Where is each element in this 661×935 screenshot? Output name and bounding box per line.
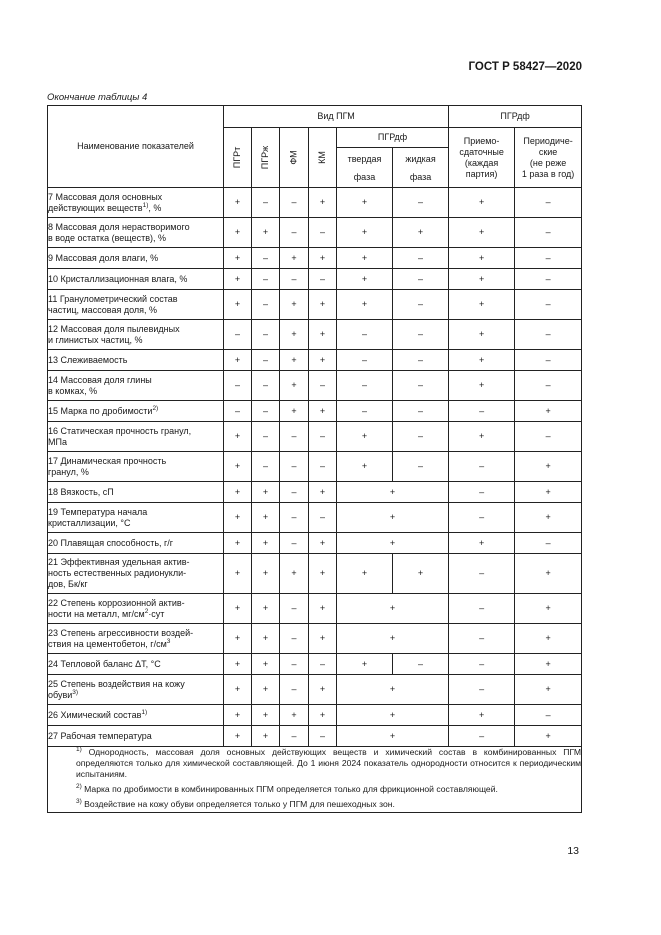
col-header-pgrzh: ПГРж bbox=[252, 128, 280, 188]
row-label: 21 Эффективная удельная актив- ность естественных радионукли- дов, Бк/кг bbox=[48, 554, 224, 594]
value-cell: + bbox=[337, 452, 393, 482]
table-row bbox=[48, 554, 582, 594]
value-cell: + bbox=[252, 624, 280, 654]
value-cell: + bbox=[224, 533, 252, 554]
row-label: 16 Статическая прочность гранул, МПа bbox=[48, 422, 224, 452]
col-header-name: Наименование показателей bbox=[48, 106, 224, 188]
value-cell: + bbox=[252, 675, 280, 705]
value-cell: + bbox=[449, 705, 515, 726]
col-header-periodic: Периодиче- ские (не реже 1 раза в год) bbox=[515, 128, 582, 188]
value-cell: + bbox=[309, 675, 337, 705]
row-label: 27 Рабочая температура bbox=[48, 726, 224, 747]
value-cell: – bbox=[449, 452, 515, 482]
value-cell: + bbox=[224, 726, 252, 747]
table-row bbox=[48, 350, 582, 371]
group-header-pgrdf: ПГРдф bbox=[449, 106, 582, 128]
table-row bbox=[48, 320, 582, 350]
value-cell: + bbox=[449, 422, 515, 452]
value-cell: – bbox=[280, 452, 309, 482]
value-cell: + bbox=[224, 218, 252, 248]
col-header-pgrt: ПГРт bbox=[224, 128, 252, 188]
value-cell: + bbox=[449, 533, 515, 554]
value-cell: – bbox=[515, 320, 582, 350]
value-cell: – bbox=[252, 401, 280, 422]
value-cell: – bbox=[515, 248, 582, 269]
value-cell: + bbox=[515, 554, 582, 594]
value-cell: + bbox=[337, 533, 449, 554]
value-cell: + bbox=[515, 401, 582, 422]
table-row bbox=[48, 624, 582, 654]
value-cell: + bbox=[309, 248, 337, 269]
value-cell: – bbox=[309, 371, 337, 401]
table-row bbox=[48, 594, 582, 624]
value-cell: + bbox=[337, 726, 449, 747]
value-cell: – bbox=[515, 422, 582, 452]
value-cell: – bbox=[393, 654, 449, 675]
value-cell: – bbox=[337, 320, 393, 350]
value-cell: + bbox=[280, 371, 309, 401]
value-cell: – bbox=[252, 320, 280, 350]
col-header-liquid-phase: жидкая фаза bbox=[393, 148, 449, 188]
value-cell: + bbox=[280, 290, 309, 320]
value-cell: – bbox=[515, 350, 582, 371]
table-row bbox=[48, 218, 582, 248]
value-cell: + bbox=[337, 503, 449, 533]
value-cell: – bbox=[449, 654, 515, 675]
value-cell: – bbox=[393, 248, 449, 269]
row-label: 26 Химический состав$^{1)}$ bbox=[48, 705, 224, 726]
value-cell: + bbox=[309, 624, 337, 654]
table-row bbox=[48, 533, 582, 554]
table-caption: Окончание таблицы 4 bbox=[47, 92, 148, 103]
value-cell: + bbox=[252, 218, 280, 248]
value-cell: + bbox=[252, 654, 280, 675]
table-row bbox=[48, 675, 582, 705]
value-cell: – bbox=[280, 503, 309, 533]
value-cell: + bbox=[280, 554, 309, 594]
value-cell: + bbox=[309, 554, 337, 594]
value-cell: + bbox=[337, 624, 449, 654]
table-row bbox=[48, 654, 582, 675]
value-cell: + bbox=[252, 554, 280, 594]
value-cell: – bbox=[280, 482, 309, 503]
value-cell: – bbox=[224, 371, 252, 401]
value-cell: + bbox=[252, 705, 280, 726]
value-cell: – bbox=[252, 452, 280, 482]
value-cell: – bbox=[280, 218, 309, 248]
row-label: 23 Степень агрессивности воздей- ствия на цементобетон, $г/см^3$ bbox=[48, 624, 224, 654]
value-cell: – bbox=[280, 422, 309, 452]
value-cell: – bbox=[515, 705, 582, 726]
row-label: 17 Динамическая прочность гранул, % bbox=[48, 452, 224, 482]
footnote-3: $^{3)}$ Воздействие на кожу обуви определяется только у ПГМ для пешеходных зон. bbox=[76, 798, 395, 809]
value-cell: + bbox=[309, 320, 337, 350]
value-cell: + bbox=[449, 218, 515, 248]
value-cell: – bbox=[515, 290, 582, 320]
value-cell: + bbox=[309, 401, 337, 422]
row-label: 18 Вязкость, сП bbox=[48, 482, 224, 503]
value-cell: – bbox=[280, 533, 309, 554]
table-row bbox=[48, 290, 582, 320]
value-cell: + bbox=[449, 269, 515, 290]
value-cell: + bbox=[337, 188, 393, 218]
value-cell: + bbox=[337, 675, 449, 705]
value-cell: + bbox=[280, 350, 309, 371]
table-row bbox=[48, 269, 582, 290]
value-cell: – bbox=[252, 422, 280, 452]
table-row bbox=[48, 188, 582, 218]
row-label: 12 Массовая доля пылевидных и глинистых частиц, % bbox=[48, 320, 224, 350]
row-label: 10 Кристаллизационная влага, % bbox=[48, 269, 224, 290]
value-cell: + bbox=[224, 269, 252, 290]
value-cell: – bbox=[449, 594, 515, 624]
value-cell: + bbox=[309, 290, 337, 320]
value-cell: + bbox=[224, 705, 252, 726]
row-label: 24 Тепловой баланс ΔТ, °С bbox=[48, 654, 224, 675]
table-row bbox=[48, 705, 582, 726]
value-cell: – bbox=[393, 269, 449, 290]
value-cell: – bbox=[393, 422, 449, 452]
value-cell: – bbox=[515, 371, 582, 401]
value-cell: – bbox=[224, 320, 252, 350]
value-cell: + bbox=[224, 350, 252, 371]
group-header-vid: Вид ПГМ bbox=[224, 106, 449, 128]
value-cell: + bbox=[337, 705, 449, 726]
value-cell: + bbox=[449, 248, 515, 269]
value-cell: – bbox=[449, 675, 515, 705]
value-cell: + bbox=[309, 482, 337, 503]
value-cell: – bbox=[393, 452, 449, 482]
row-label: 19 Температура начала кристаллизации, °С bbox=[48, 503, 224, 533]
value-cell: + bbox=[252, 482, 280, 503]
value-cell: – bbox=[515, 218, 582, 248]
page-number: 13 bbox=[567, 845, 579, 857]
row-label: 13 Слеживаемость bbox=[48, 350, 224, 371]
value-cell: + bbox=[337, 290, 393, 320]
value-cell: – bbox=[224, 401, 252, 422]
value-cell: + bbox=[309, 594, 337, 624]
value-cell: – bbox=[252, 248, 280, 269]
requirements-table bbox=[47, 105, 582, 813]
row-label: 14 Массовая доля глины в комках, % bbox=[48, 371, 224, 401]
value-cell: – bbox=[515, 188, 582, 218]
value-cell: + bbox=[515, 594, 582, 624]
value-cell: – bbox=[280, 269, 309, 290]
value-cell: + bbox=[224, 290, 252, 320]
value-cell: – bbox=[280, 188, 309, 218]
table-row bbox=[48, 452, 582, 482]
value-cell: – bbox=[252, 371, 280, 401]
value-cell: + bbox=[252, 726, 280, 747]
subgroup-header-pgrdf: ПГРдф bbox=[337, 128, 449, 148]
value-cell: – bbox=[449, 726, 515, 747]
value-cell: – bbox=[309, 726, 337, 747]
value-cell: + bbox=[337, 654, 393, 675]
row-label: 25 Степень воздействия на кожу обуви$^{3)}$ bbox=[48, 675, 224, 705]
value-cell: + bbox=[252, 594, 280, 624]
table-row bbox=[48, 422, 582, 452]
table-row bbox=[48, 503, 582, 533]
value-cell: – bbox=[309, 654, 337, 675]
value-cell: + bbox=[449, 188, 515, 218]
table-row bbox=[48, 726, 582, 747]
value-cell: + bbox=[515, 654, 582, 675]
value-cell: + bbox=[309, 533, 337, 554]
col-header-km: КМ bbox=[309, 128, 337, 188]
value-cell: – bbox=[393, 371, 449, 401]
footnotes bbox=[48, 747, 582, 813]
value-cell: – bbox=[280, 594, 309, 624]
value-cell: – bbox=[252, 269, 280, 290]
value-cell: – bbox=[449, 482, 515, 503]
value-cell: + bbox=[280, 320, 309, 350]
row-label: 22 Степень коррозионной актив- ности на металл, $мг/см^2\cdot сут$ bbox=[48, 594, 224, 624]
row-label: 15 Марка по дробимости$^{2)}$ bbox=[48, 401, 224, 422]
value-cell: + bbox=[337, 422, 393, 452]
value-cell: – bbox=[393, 350, 449, 371]
row-label: 8 Массовая доля нерастворимого в воде остатка (веществ), % bbox=[48, 218, 224, 248]
value-cell: – bbox=[280, 624, 309, 654]
value-cell: – bbox=[449, 624, 515, 654]
value-cell: + bbox=[309, 188, 337, 218]
value-cell: + bbox=[280, 705, 309, 726]
value-cell: + bbox=[515, 726, 582, 747]
value-cell: + bbox=[224, 675, 252, 705]
value-cell: – bbox=[309, 218, 337, 248]
value-cell: + bbox=[224, 654, 252, 675]
value-cell: + bbox=[224, 594, 252, 624]
footnote-1: $^{1)}$ Однородность, массовая доля основных действующих веществ и химический состав в комбинированных ПГМ определяются только для химической составляющей. До 1 июня 2024 показатель однородности относится к периодическим испытаниям. bbox=[76, 746, 582, 779]
value-cell: – bbox=[449, 503, 515, 533]
footnote-2: $^{2)}$ Марка по дробимости в комбинированных ПГМ определяется только для фрикционной составляющей. bbox=[76, 783, 498, 794]
value-cell: + bbox=[515, 675, 582, 705]
value-cell: + bbox=[515, 452, 582, 482]
value-cell: + bbox=[224, 452, 252, 482]
value-cell: + bbox=[449, 350, 515, 371]
standard-number: ГОСТ Р 58427—2020 bbox=[468, 61, 582, 73]
value-cell: + bbox=[309, 350, 337, 371]
table-row bbox=[48, 248, 582, 269]
value-cell: – bbox=[393, 188, 449, 218]
value-cell: + bbox=[252, 503, 280, 533]
value-cell: + bbox=[337, 594, 449, 624]
value-cell: + bbox=[515, 624, 582, 654]
value-cell: + bbox=[252, 533, 280, 554]
table-row bbox=[48, 371, 582, 401]
value-cell: + bbox=[309, 705, 337, 726]
value-cell: + bbox=[337, 554, 393, 594]
value-cell: + bbox=[393, 554, 449, 594]
value-cell: + bbox=[449, 371, 515, 401]
value-cell: – bbox=[337, 350, 393, 371]
value-cell: – bbox=[309, 269, 337, 290]
value-cell: – bbox=[309, 452, 337, 482]
value-cell: – bbox=[393, 320, 449, 350]
value-cell: + bbox=[224, 624, 252, 654]
value-cell: – bbox=[393, 401, 449, 422]
value-cell: – bbox=[252, 290, 280, 320]
value-cell: – bbox=[449, 554, 515, 594]
value-cell: + bbox=[280, 248, 309, 269]
table-body bbox=[48, 188, 582, 747]
row-label: 7 Массовая доля основных действующих веществ$^{1)}$, % bbox=[48, 188, 224, 218]
value-cell: – bbox=[252, 350, 280, 371]
value-cell: – bbox=[280, 654, 309, 675]
value-cell: + bbox=[224, 248, 252, 269]
value-cell: – bbox=[515, 533, 582, 554]
value-cell: – bbox=[309, 503, 337, 533]
row-label: 20 Плавящая способность, г/г bbox=[48, 533, 224, 554]
value-cell: – bbox=[280, 726, 309, 747]
row-label: 9 Массовая доля влаги, % bbox=[48, 248, 224, 269]
value-cell: – bbox=[337, 371, 393, 401]
value-cell: + bbox=[449, 320, 515, 350]
value-cell: + bbox=[224, 554, 252, 594]
value-cell: – bbox=[280, 675, 309, 705]
value-cell: – bbox=[252, 188, 280, 218]
value-cell: + bbox=[337, 248, 393, 269]
row-label: 11 Гранулометрический состав частиц, массовая доля, % bbox=[48, 290, 224, 320]
value-cell: + bbox=[515, 503, 582, 533]
table-row bbox=[48, 401, 582, 422]
value-cell: + bbox=[337, 482, 449, 503]
value-cell: + bbox=[337, 218, 393, 248]
value-cell: + bbox=[515, 482, 582, 503]
value-cell: – bbox=[449, 401, 515, 422]
value-cell: + bbox=[393, 218, 449, 248]
value-cell: + bbox=[280, 401, 309, 422]
col-header-acceptance: Приемо- сдаточные (каждая партия) bbox=[449, 128, 515, 188]
value-cell: + bbox=[337, 269, 393, 290]
value-cell: – bbox=[337, 401, 393, 422]
value-cell: + bbox=[224, 422, 252, 452]
col-header-solid-phase: твердая фаза bbox=[337, 148, 393, 188]
value-cell: – bbox=[515, 269, 582, 290]
value-cell: + bbox=[224, 188, 252, 218]
table-row bbox=[48, 482, 582, 503]
value-cell: – bbox=[309, 422, 337, 452]
value-cell: + bbox=[224, 482, 252, 503]
value-cell: + bbox=[449, 290, 515, 320]
value-cell: – bbox=[393, 290, 449, 320]
col-header-fm: ФМ bbox=[280, 128, 309, 188]
value-cell: + bbox=[224, 503, 252, 533]
